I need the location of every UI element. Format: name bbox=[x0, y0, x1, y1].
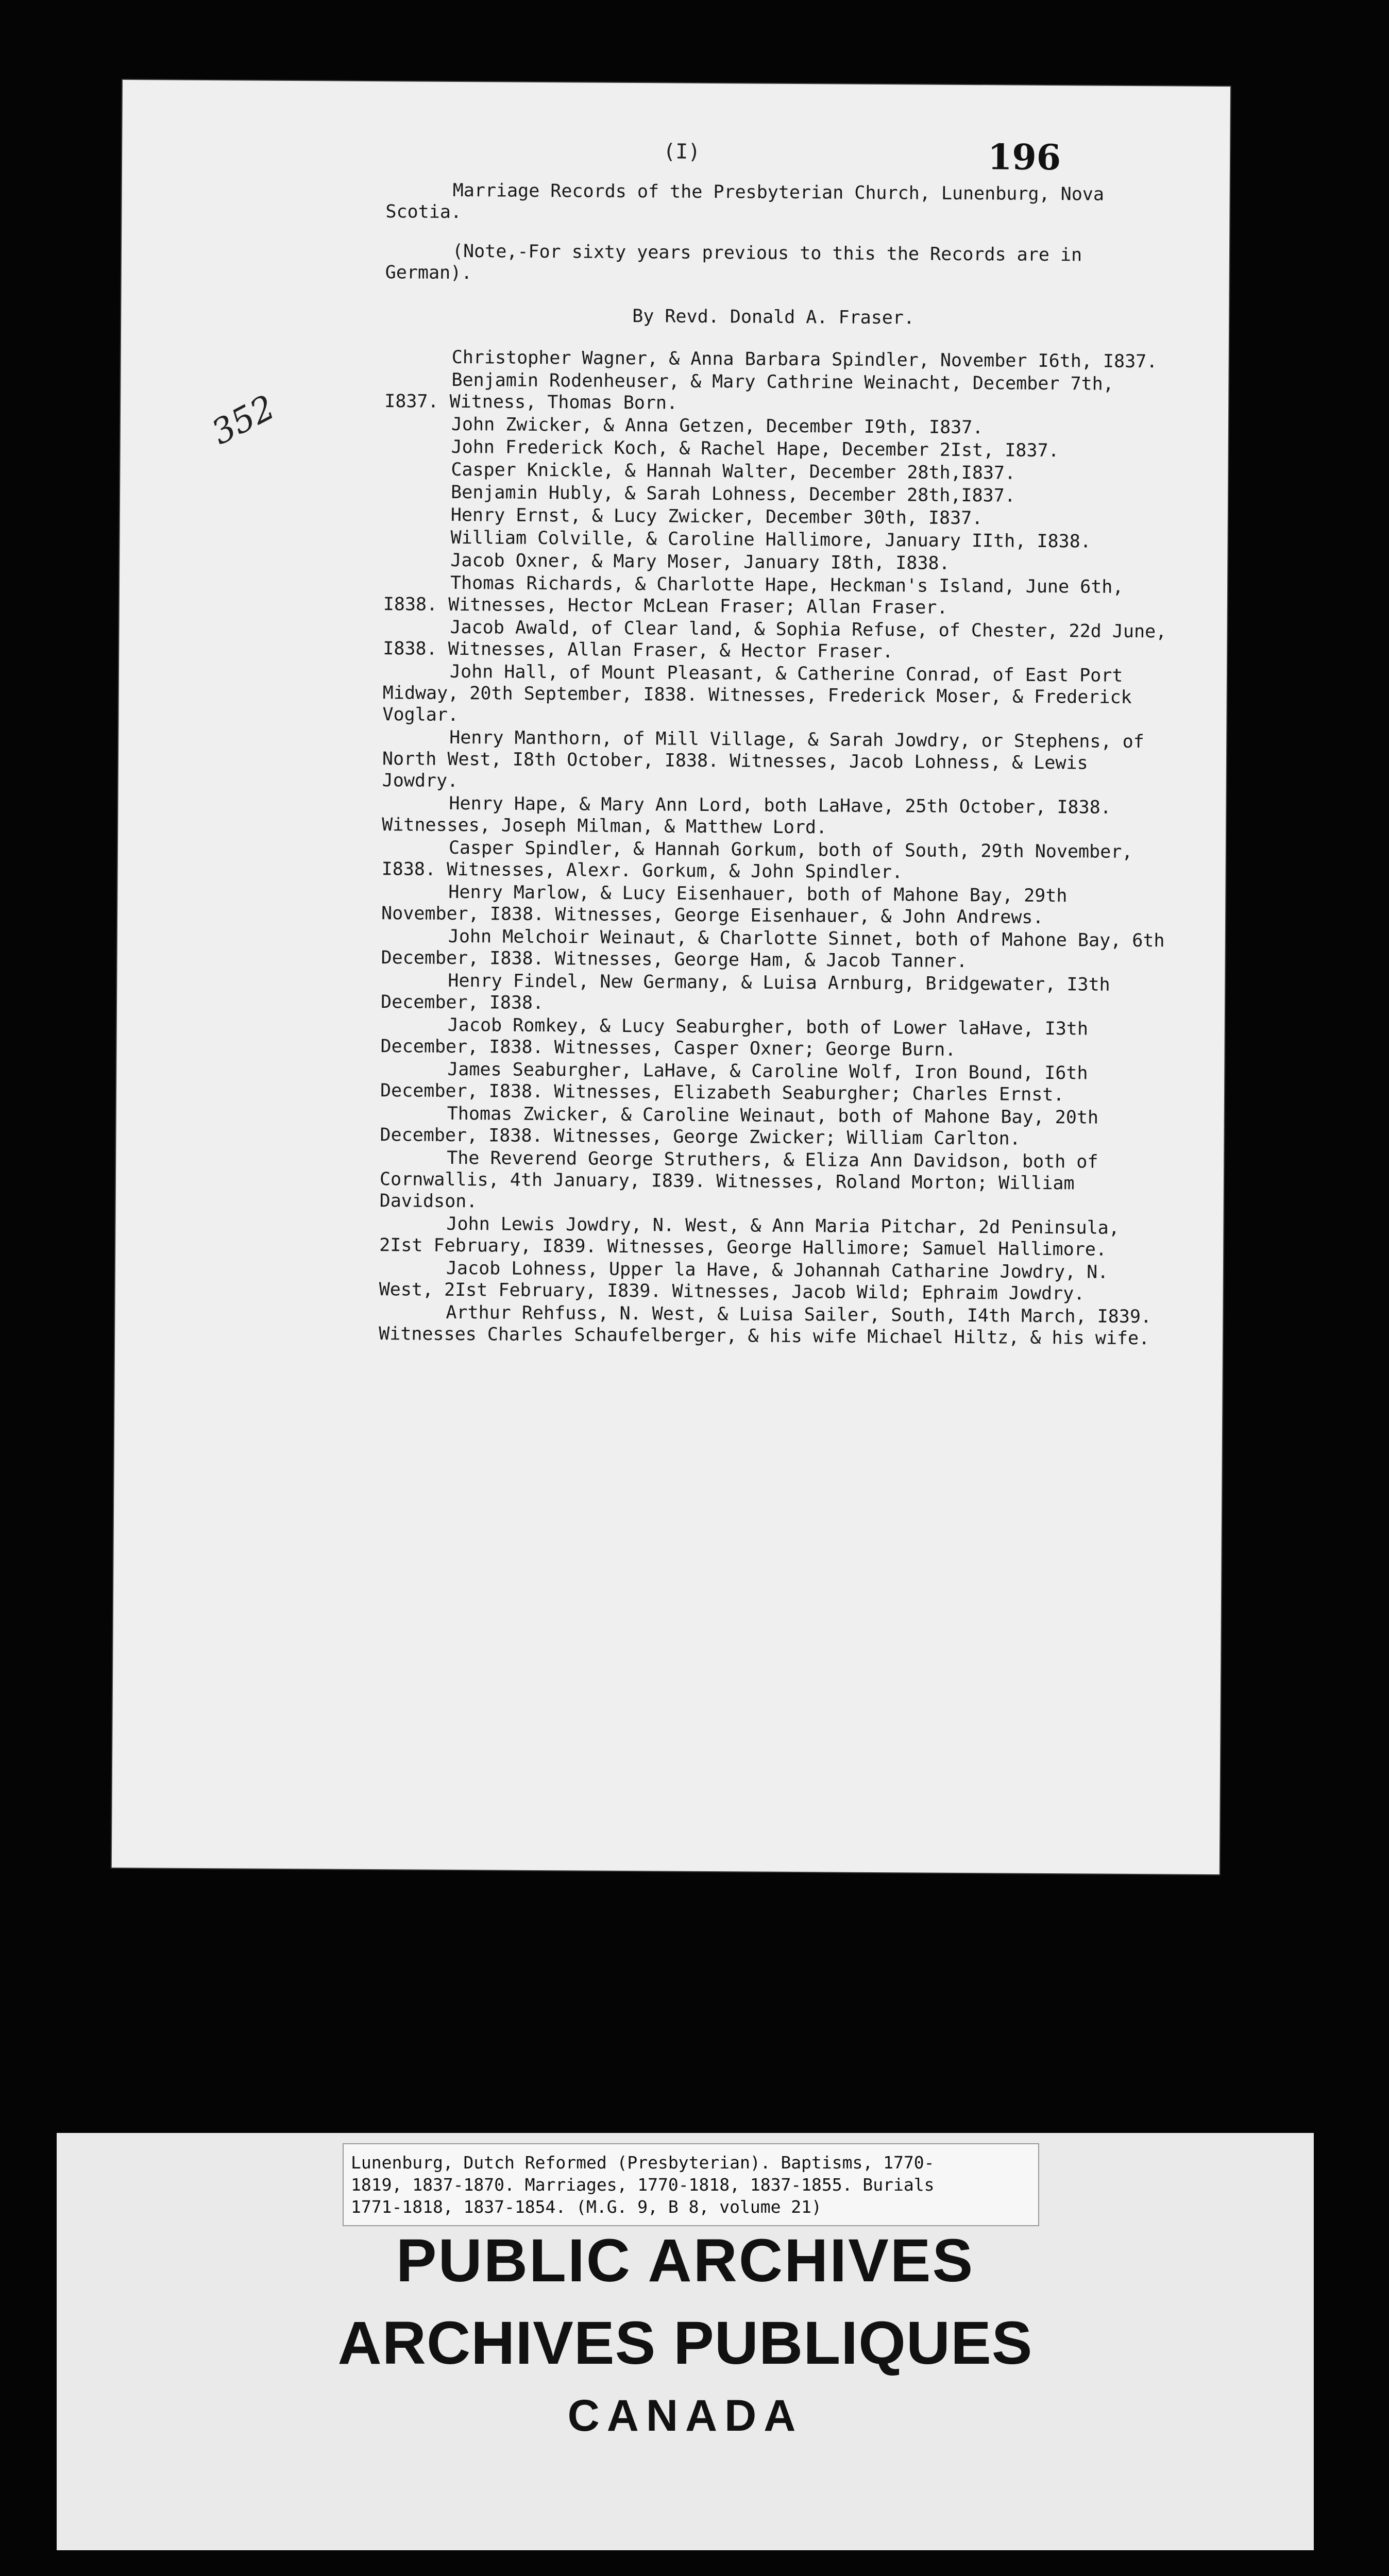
archive-label-line: Lunenburg, Dutch Reformed (Presbyterian). Baptisms, 1770- bbox=[351, 2153, 935, 2173]
marriage-entry: John Melchoir Weinaut, & Charlotte Sinnet, both of Mahone Bay, 6th December, I838. Witnesses, George Ham, & Jacob Tanner. bbox=[381, 926, 1165, 972]
marriage-entry: Jacob Romkey, & Lucy Seaburgher, both of Lower laHave, I3th December, I838. Witnesses, Casper Oxner; George Burn. bbox=[380, 1014, 1089, 1060]
margin-note: 352 bbox=[205, 387, 281, 453]
document-author: By Revd. Donald A. Fraser. bbox=[632, 306, 915, 329]
marriage-entry: John Frederick Koch, & Rachel Hape, December 2Ist, I837. bbox=[451, 436, 1059, 462]
archive-label bbox=[343, 2143, 1039, 2226]
marriage-entry: Henry Hape, & Mary Ann Lord, both LaHave, 25th October, I838. Witnesses, Joseph Milman, & Matthew Lord. bbox=[382, 793, 1111, 838]
marriage-entry: Benjamin Rodenheuser, & Mary Cathrine Weinacht, December 7th, I837. Witness, Thomas Born. bbox=[384, 369, 1114, 414]
archive-label-line: 1819, 1837-1870. Marriages, 1770-1818, 1837-1855. Burials bbox=[351, 2175, 935, 2195]
marriage-entry: Henry Findel, New Germany, & Luisa Arnburg, Bridgewater, I3th December, I838. bbox=[380, 970, 1110, 1014]
archive-heading-country: CANADA bbox=[567, 2391, 803, 2441]
marriage-entry: Henry Manthorn, of Mill Village, & Sarah Jowdry, or Stephens, of North West, I8th October, I838. Witnesses, Jacob Lohness, & Lewis Jowdry. bbox=[382, 727, 1144, 792]
marriage-entry: Henry Marlow, & Lucy Eisenhauer, both of Mahone Bay, 29th November, I838. Witnesses, George Eisenhauer, & John Andrews. bbox=[381, 882, 1068, 928]
document-note: (Note,-For sixty years previous to this the Records are in German). bbox=[385, 241, 1082, 284]
marriage-entry: Arthur Rehfuss, N. West, & Luisa Sailer, South, I4th March, I839. Witnesses Charles Schaufelberger, & his wife Michael Hiltz, & his wife. bbox=[379, 1302, 1152, 1349]
archive-heading-english: PUBLIC ARCHIVES bbox=[396, 2227, 975, 2295]
marriage-entry: John Hall, of Mount Pleasant, & Catherine Conrad, of East Port Midway, 20th September, I838. Witnesses, Frederick Moser, & Frederick Voglar. bbox=[382, 661, 1132, 726]
document-page bbox=[112, 80, 1230, 1874]
page-marker: (I) bbox=[663, 140, 701, 164]
archive-heading-french: ARCHIVES PUBLIQUES bbox=[337, 2309, 1033, 2377]
marriage-entry: Thomas Zwicker, & Caroline Weinaut, both of Mahone Bay, 20th December, I838. Witnesses, George Zwicker; William Carlton. bbox=[380, 1103, 1099, 1149]
marriage-entry: The Reverend George Struthers, & Eliza Ann Davidson, both of Cornwallis, 4th January, I839. Witnesses, Roland Morton; William Davidson. bbox=[379, 1147, 1098, 1212]
marriage-entry: Benjamin Hubly, & Sarah Lohness, December 28th,I837. bbox=[450, 482, 1015, 506]
marriage-entry: Thomas Richards, & Charlotte Hape, Heckman's Island, June 6th, I838. Witnesses, Hector McLean Fraser; Allan Fraser. bbox=[383, 572, 1124, 618]
marriage-entry: Jacob Oxner, & Mary Moser, January I8th, I838. bbox=[450, 550, 950, 574]
marriage-entry: Jacob Lohness, Upper la Have, & Johannah Catharine Jowdry, N. West, 2Ist February, I839. Witnesses, Jacob Wild; Ephraim Jowdry. bbox=[379, 1258, 1109, 1304]
entry-list bbox=[379, 346, 1173, 1349]
archive-label-line: 1771-1818, 1837-1854. (M.G. 9, B 8, volume 21) bbox=[351, 2197, 822, 2217]
marriage-entry: Jacob Awald, of Clear land, & Sophia Refuse, of Chester, 22d June, I838. Witnesses, Allan Fraser, & Hector Fraser. bbox=[383, 617, 1167, 663]
record-text bbox=[379, 179, 1174, 1350]
marriage-entry: Casper Knickle, & Hannah Walter, December 28th,I837. bbox=[451, 459, 1016, 484]
archive-slip bbox=[57, 2133, 1314, 2550]
marriage-entry: Henry Ernst, & Lucy Zwicker, December 30th, I837. bbox=[450, 504, 983, 529]
page-number: 196 bbox=[987, 137, 1061, 179]
marriage-entry: John Lewis Jowdry, N. West, & Ann Maria Pitchar, 2d Peninsula, 2Ist February, I839. Witnesses, George Hallimore; Samuel Hallimore. bbox=[379, 1213, 1120, 1260]
marriage-entry: James Seaburgher, LaHave, & Caroline Wolf, Iron Bound, I6th December, I838. Witnesses, Elizabeth Seaburgher; Charles Ernst. bbox=[380, 1059, 1088, 1106]
marriage-entry: Christopher Wagner, & Anna Barbara Spindler, November I6th, I837. bbox=[451, 347, 1158, 372]
document-title: Marriage Records of the Presbyterian Church, Lunenburg, Nova Scotia. bbox=[385, 180, 1105, 223]
marriage-entry: Casper Spindler, & Hannah Gorkum, both of South, 29th November, I838. Witnesses, Alexr. Gorkum, & John Spindler. bbox=[381, 837, 1133, 883]
marriage-entry: William Colville, & Caroline Hallimore, January IIth, I838. bbox=[450, 527, 1091, 552]
marriage-entry: John Zwicker, & Anna Getzen, December I9th, I837. bbox=[451, 414, 984, 438]
